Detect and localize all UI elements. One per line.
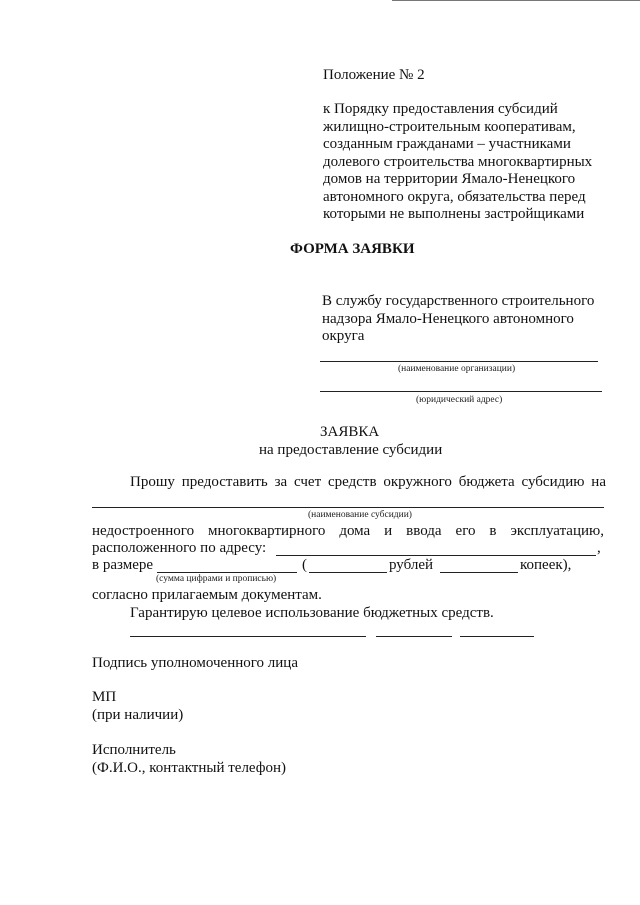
word: эксплуатацию, [510, 523, 604, 539]
stamp-note: (при наличии) [92, 707, 184, 723]
address-prefix: расположенного по адресу: [92, 540, 267, 556]
signature-field[interactable] [376, 636, 452, 637]
word: за [274, 474, 288, 490]
organization-caption: (наименование организации) [398, 364, 516, 374]
building-line [92, 523, 604, 540]
appendix-line: домов на территории Ямало-Ненецкого [323, 171, 576, 187]
word: на [591, 474, 606, 490]
kopecks-field[interactable] [440, 572, 518, 573]
appendix-text [323, 101, 592, 224]
addressee [322, 293, 594, 346]
addressee-line: надзора Ямало-Ненецкого автономного [322, 310, 574, 327]
legal-address-field[interactable] [320, 391, 602, 392]
word: счет [294, 474, 322, 490]
application-title: ЗАЯВКА [320, 424, 380, 440]
addressee-line: округа [322, 328, 365, 344]
word: ввода [406, 523, 442, 539]
application-subtitle: на предоставление субсидии [259, 442, 443, 458]
open-paren: ( [302, 557, 307, 573]
word: недостроенного [92, 523, 195, 539]
word: его [455, 523, 476, 539]
organization-name-field[interactable] [320, 361, 598, 362]
appendix-line: к Порядку предоставления субсидий [323, 101, 558, 117]
object-address-field[interactable] [276, 555, 596, 556]
appendix-label: Положение № 2 [323, 67, 425, 83]
appendix-line: жилищно-строительным кооперативам, [323, 118, 576, 135]
subsidy-caption: (наименование субсидии) [308, 510, 412, 520]
amount-digits-field[interactable] [157, 572, 297, 573]
signature-field[interactable] [130, 636, 366, 637]
rubles-label: рублей [389, 557, 434, 573]
word: предоставить [181, 474, 268, 490]
word: окружного [383, 474, 452, 490]
kopecks-label: копеек), [520, 557, 572, 573]
word: средств [327, 474, 377, 490]
appendix-line: долевого строительства многоквартирных [323, 153, 593, 170]
guarantee-text: Гарантирую целевое использование бюджетных средств. [130, 605, 494, 621]
signature-label: Подпись уполномоченного лица [92, 655, 298, 671]
amount-prefix: в размере [92, 557, 154, 573]
addressee-line: В службу государственного строительного [322, 293, 595, 309]
address-comma: , [597, 540, 601, 556]
word: бюджета [458, 474, 515, 490]
word: и [384, 523, 393, 539]
amount-caption: (сумма цифрами и прописью) [156, 574, 277, 584]
appendix-line: автономного округа, обязательства перед [323, 188, 586, 205]
legal-address-caption: (юридический адрес) [416, 395, 503, 405]
scan-edge-line [392, 0, 640, 1]
word: в [489, 523, 497, 539]
signature-field[interactable] [460, 636, 534, 637]
stamp-label: МП [92, 689, 117, 705]
word: субсидию [521, 474, 585, 490]
form-title: ФОРМА ЗАЯВКИ [290, 241, 415, 257]
word: Прошу [130, 474, 175, 490]
amount-words-field[interactable] [309, 572, 387, 573]
attached-docs: согласно прилагаемым документам. [92, 587, 322, 603]
executor-label: Исполнитель [92, 742, 176, 758]
request-line [130, 474, 606, 491]
appendix-line: которыми не выполнены застройщиками [323, 206, 585, 222]
word: многоквартирного [208, 523, 326, 539]
appendix-line: созданным гражданами – участниками [323, 136, 571, 152]
subsidy-name-field[interactable] [92, 507, 604, 508]
executor-note: (Ф.И.О., контактный телефон) [92, 760, 287, 776]
word: дома [339, 523, 371, 539]
